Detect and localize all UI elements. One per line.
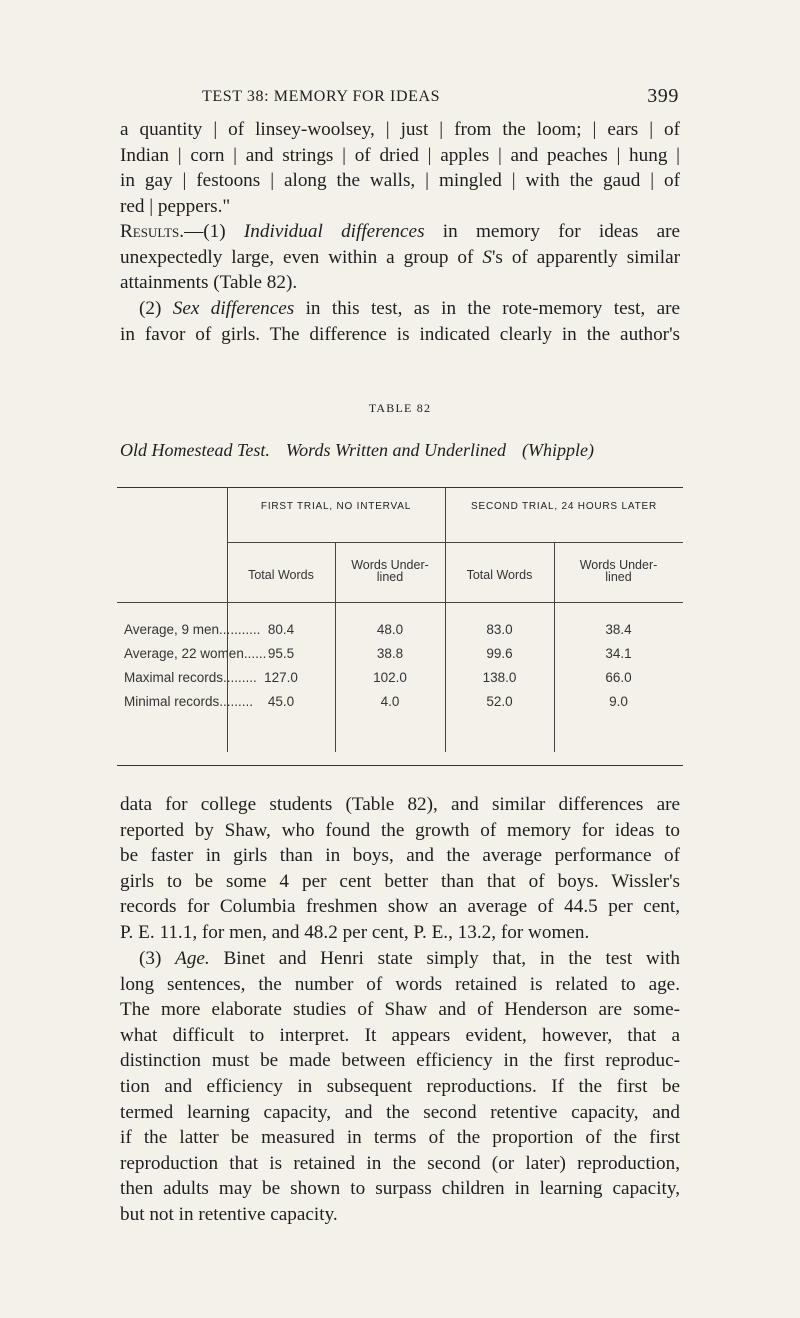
column-divider xyxy=(227,487,228,752)
table-caption xyxy=(120,440,680,461)
text-line: attainments (Table 82). xyxy=(120,272,298,294)
text-fragment: —(1) xyxy=(184,221,244,242)
text-line: reported by Shaw, who found the growth of memory for ideas to xyxy=(120,819,680,841)
table-cell: 34.1 xyxy=(605,646,632,661)
text-line: then adults may be shown to surpass children in learning capacity, xyxy=(120,1178,680,1200)
italic-phrase: Sex differences xyxy=(172,298,295,319)
italic-phrase: S xyxy=(482,246,492,268)
text-line: if the latter be measured in terms of the proportion of the first xyxy=(120,1127,680,1149)
text-line: what difficult to interpret. It appears evident, however, that a xyxy=(120,1024,680,1046)
data-table xyxy=(117,487,683,766)
table-bottom-rule xyxy=(117,765,683,766)
subheader-line: Words Under- xyxy=(579,558,658,572)
column-divider xyxy=(445,487,446,752)
row-label: Average, 9 men........... xyxy=(124,622,261,637)
table-cell: 38.8 xyxy=(376,646,404,661)
sex-differences-paragraph xyxy=(120,296,680,347)
table-cell: 95.5 xyxy=(267,646,295,661)
table-cell: 4.0 xyxy=(380,694,400,709)
table-cell: 38.4 xyxy=(605,622,632,637)
text-fragment: unexpectedly large, even within a group of xyxy=(120,246,483,268)
table-cell: 138.0 xyxy=(482,670,517,685)
table-cell: 102.0 xyxy=(373,670,407,685)
caption-measure: Words Written and Underlined xyxy=(285,440,507,460)
text-line xyxy=(120,946,680,972)
table-cell: 66.0 xyxy=(605,670,632,685)
text-line: distinction must be made between efficiency in the first reproduc- xyxy=(120,1050,680,1072)
text-line xyxy=(120,219,680,245)
subheader-total-words: Total Words xyxy=(248,568,314,582)
text-line: be faster in girls than in boys, and the average performance of xyxy=(120,845,680,867)
text-line xyxy=(120,245,680,271)
row-label: Minimal records......... xyxy=(124,694,254,709)
text-fragment: 's of apparently similar xyxy=(491,246,680,268)
table-cell: 45.0 xyxy=(267,694,295,709)
table-cell: 80.4 xyxy=(267,622,295,637)
text-line: girls to be some 4 per cent better than that of boys. Wissler's xyxy=(120,870,680,892)
results-heading: Results. xyxy=(120,221,185,242)
subheader-line: lined xyxy=(605,570,632,584)
subheader-rule xyxy=(117,602,683,603)
table-cell: 48.0 xyxy=(376,622,404,637)
text-line: The more elaborate studies of Shaw and of Henderson are some- xyxy=(120,999,680,1021)
text-fragment: in memory for ideas are xyxy=(424,221,680,242)
text-line: Indian | corn | and strings | of dried | apples | and peaches | hung | xyxy=(120,144,680,166)
table-cell: 52.0 xyxy=(486,694,513,709)
subheader-line: Words Under- xyxy=(351,558,429,572)
subheader-line: lined xyxy=(376,570,404,584)
text-line: in gay | festoons | along the walls, | mingled | with the gaud | of xyxy=(120,170,680,192)
italic-phrase: Individual differences xyxy=(243,221,425,242)
text-fragment: in this test, as in the rote-memory test, are xyxy=(294,298,681,319)
table-top-rule xyxy=(117,487,683,488)
group-header-first-trial: FIRST TRIAL, NO INTERVAL xyxy=(260,501,412,512)
text-fragment: Binet and Henri state simply that, in the test with xyxy=(209,948,680,969)
text-line: reproduction that is retained in the second (or later) reproduction, xyxy=(120,1152,680,1174)
text-line: P. E. 11.1, for men, and 48.2 per cent, P. E., 13.2, for women. xyxy=(120,921,590,943)
text-line: a quantity | of linsey-woolsey, | just | from the loom; | ears | of xyxy=(120,119,680,140)
text-line: tion and efficiency in subsequent reproductions. If the first be xyxy=(120,1075,680,1097)
quoted-sentence-paragraph xyxy=(120,117,680,219)
age-paragraph xyxy=(120,946,680,1228)
italic-phrase: Age. xyxy=(175,948,210,969)
college-students-paragraph xyxy=(120,792,680,946)
text-line xyxy=(120,296,680,322)
text-line: but not in retentive capacity. xyxy=(120,1203,338,1225)
page-number: 399 xyxy=(647,85,679,107)
table-cell: 127.0 xyxy=(264,670,298,685)
table-label: TABLE 82 xyxy=(368,401,432,415)
caption-test-name: Old Homestead Test. xyxy=(120,440,270,460)
text-line: records for Columbia freshmen show an average of 44.5 per cent, xyxy=(120,896,680,918)
table-cell: 9.0 xyxy=(609,694,628,709)
text-line: red | peppers." xyxy=(120,195,231,217)
caption-author: (Whipple) xyxy=(522,440,594,460)
table-cell: 83.0 xyxy=(486,622,513,637)
group-header-second-trial: SECOND TRIAL, 24 HOURS LATER xyxy=(471,501,657,512)
row-label: Maximal records......... xyxy=(124,670,257,685)
text-fragment: (2) xyxy=(139,298,173,319)
subheader-words-underlined xyxy=(335,559,445,583)
group-header-rule xyxy=(227,542,683,543)
subheader-words-underlined xyxy=(554,559,683,583)
text-fragment: (3) xyxy=(139,948,176,969)
table-cell: 99.6 xyxy=(486,646,513,661)
subheader-total-words: Total Words xyxy=(466,568,533,582)
row-label: Average, 22 women...... xyxy=(124,646,267,661)
running-title: TEST 38: MEMORY FOR IDEAS xyxy=(202,88,441,105)
text-line: data for college students (Table 82), and similar differences are xyxy=(120,794,680,815)
text-line: long sentences, the number of words retained is related to age. xyxy=(120,973,680,995)
results-paragraph xyxy=(120,219,680,296)
text-line: in favor of girls. The difference is indicated clearly in the author's xyxy=(120,323,680,345)
text-line: termed learning capacity, and the second retentive capacity, and xyxy=(120,1101,680,1123)
